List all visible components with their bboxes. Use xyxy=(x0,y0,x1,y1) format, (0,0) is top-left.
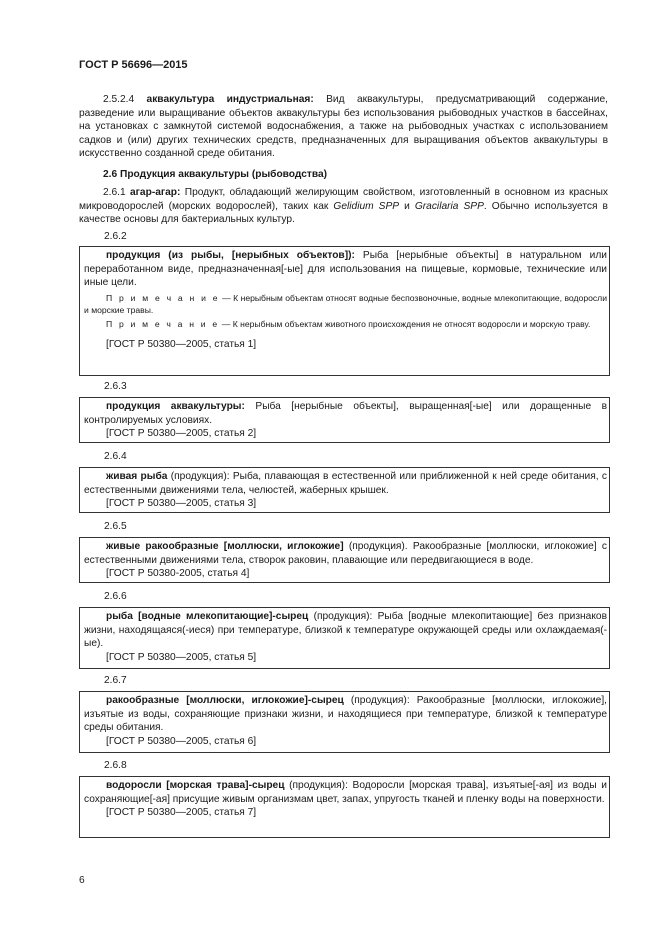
term-entry xyxy=(84,400,607,427)
clause-2-6-1 xyxy=(79,186,608,227)
term-source: [ГОСТ Р 50380-2005, статья 4] xyxy=(106,568,250,580)
term-title: живая рыба xyxy=(106,471,168,482)
term-title: агар-агар: xyxy=(130,187,181,198)
term-definition: Продукт, обладающий желирующим свойством, изготовленный в основном из красных микроводорослей (морских водорослей), таких как xyxy=(79,187,608,212)
term-definition: (продукция). Ракообразные [моллюски, иглокожие] с естественными движениями тела, створок раковин, плавающие или передвигающиеся в воде. xyxy=(84,541,607,566)
term-box-2-6-4 xyxy=(79,467,610,513)
term-note xyxy=(84,292,607,316)
term-title: ракообразные [моллюски, иглокожие]-сырец xyxy=(106,695,344,706)
term-title: продукция (из рыбы, [нерыбных объектов]): xyxy=(106,250,355,261)
term-title: продукция аквакультуры: xyxy=(106,401,245,412)
term-box-2-6-7 xyxy=(79,691,610,753)
term-note xyxy=(84,318,607,330)
term-box-2-6-3 xyxy=(79,397,610,443)
term-definition: (продукция): Ракообразные [моллюски, иглокожие], изъятые из воды, сохраняющие признаки жизни, и находящиеся при температуре, близкой к температуре среды обитания. xyxy=(84,695,607,734)
term-source: [ГОСТ Р 50380—2005, статья 1] xyxy=(106,338,257,350)
clause-number: 2.6.7 xyxy=(104,675,127,686)
term-definition: (продукция): Рыба, плавающая в естественной или приближенной к ней среде обитания, с естественными движениями тела, челюстей, жаберных крышек. xyxy=(84,471,608,496)
clause-number: 2.6.4 xyxy=(104,451,127,462)
term-definition: (продукция): Рыба [водные млекопитающие] без признаков жизни, находящаяся(-иеся) при температуре, близкой к температуре окружающей среды или охлаждаемая(-ые). xyxy=(84,611,607,650)
clause-number: 2.6.2 xyxy=(104,231,127,242)
clause-number: 2.6.6 xyxy=(104,591,127,602)
note-text: — К нерыбным объектам относят водные беспозвоночные, водные млекопитающие, водоросли и морские травы. xyxy=(84,292,607,315)
term-definition: (продукция): Водоросли [морская трава], изъятые[-ая] из воды и сохраняющие[-ая] присущие живым организмам цвет, запах, упругость тканей и пленку воды на поверхности. xyxy=(84,780,607,805)
clause-number: 2.6.5 xyxy=(104,521,127,532)
term-box-2-6-2 xyxy=(79,246,610,376)
term-entry xyxy=(84,610,607,651)
note-text: — К нерыбным объектам животного происхождения не относят водоросли и морскую траву. xyxy=(219,318,591,329)
clause-number: 2.6.1 xyxy=(103,187,126,198)
conjunction: и xyxy=(404,200,410,212)
section-2-6-title: 2.6 Продукция аквакультуры (рыбоводства) xyxy=(103,169,328,180)
term-title: рыба [водные млекопитающие]-сырец xyxy=(106,611,309,622)
clause-number: 2.6.3 xyxy=(104,381,127,392)
term-definition: Рыба [нерыбные объекты], выращенная[-ые] или доращенные в контролируемых условиях. xyxy=(84,401,608,426)
term-definition: Вид аквакультуры, предусматривающий содержание, разведение или выращивание объектов аквакультуры без использования рыбоводных участков в бассейнах, на установках с замкнутой системой водоснабжения, а также на рыбоводных участках с использованием садков и (или) других технических средств, предназначенных для выращивания объектов аквакультуры в искусственно созданной среде обитания. xyxy=(79,94,608,160)
term-definition: Рыба [нерыбные объекты] в натуральном или переработанном виде, предназначенная[-ые] для использования на пищевые, кормовые, технические или иные цели. xyxy=(84,250,607,289)
term-source: [ГОСТ Р 50380—2005, статья 5] xyxy=(106,651,257,663)
term-box-2-6-5 xyxy=(79,537,610,583)
term-entry xyxy=(84,470,607,497)
clause-number: 2.5.2.4 xyxy=(103,94,135,105)
term-entry xyxy=(84,540,607,567)
species-name: Gracilaria SPP xyxy=(414,200,484,212)
document-header: ГОСТ Р 56696—2015 xyxy=(79,59,188,71)
term-source: [ГОСТ Р 50380—2005, статья 2] xyxy=(106,428,257,440)
term-title: аквакультура индустриальная: xyxy=(146,94,314,105)
clause-2-5-2-4 xyxy=(79,93,608,161)
note-label: П р и м е ч а н и е xyxy=(106,292,220,303)
clause-number: 2.6.8 xyxy=(104,760,127,771)
term-definition-end: . Обычно используется в качестве основы для бактериальных культур. xyxy=(79,200,608,226)
term-source: [ГОСТ Р 50380—2005, статья 6] xyxy=(106,735,257,747)
term-box-2-6-8 xyxy=(79,776,610,838)
term-entry xyxy=(84,694,607,735)
term-source: [ГОСТ Р 50380—2005, статья 7] xyxy=(106,807,257,819)
term-title: водоросли [морская трава]-сырец xyxy=(106,780,285,791)
page-number: 6 xyxy=(79,875,85,886)
term-source: [ГОСТ Р 50380—2005, статья 3] xyxy=(106,498,257,510)
term-box-2-6-6 xyxy=(79,607,610,669)
term-entry xyxy=(84,779,607,806)
term-entry xyxy=(84,249,607,290)
species-name: Gelidium SPP xyxy=(333,200,400,212)
note-label: П р и м е ч а н и е xyxy=(106,318,220,329)
term-title: живые ракообразные [моллюски, иглокожие] xyxy=(106,541,344,552)
